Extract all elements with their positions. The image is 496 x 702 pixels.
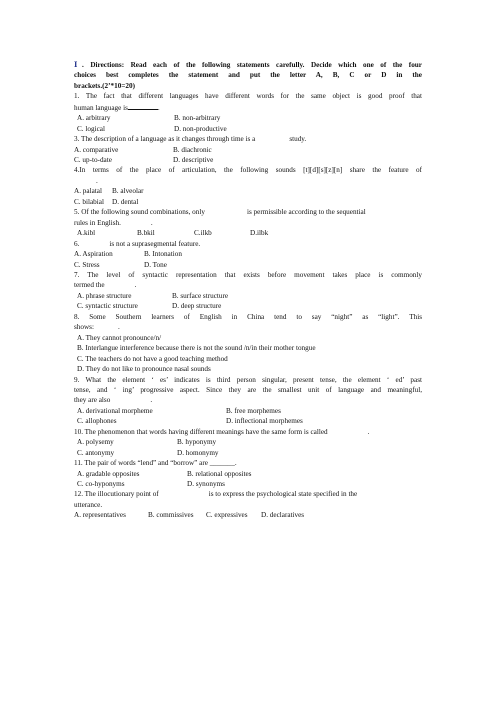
- question-text: 5. Of the following sound combinations, only is permissible according to the sequential: [74, 208, 366, 217]
- question-8: [74, 312, 422, 375]
- question-1: [74, 91, 422, 134]
- option-row: [74, 469, 422, 479]
- option-c: C. bilabial: [74, 197, 104, 206]
- option-row: [74, 197, 422, 207]
- question-text: 4.In terms of the place of articulation, the following sounds [t][d][s][z][n] share the feature of: [74, 166, 422, 175]
- option-b: B. free morphemes: [226, 406, 281, 415]
- option-row: [74, 113, 422, 123]
- option-d: D. They do not like to pronounce nasal sounds: [77, 365, 211, 374]
- option-d: D. dental: [112, 197, 139, 206]
- directions-line-1: Ⅰ. Directions: Read each of the following statements carefully. Decide which one of the four: [74, 61, 422, 69]
- question-text: 10. The phenomenon that words having different meanings have the same form is called .: [74, 427, 370, 436]
- option-a: A. arbitrary: [77, 114, 111, 123]
- question-text: 1. The fact that different languages have different words for the same object is good proof that: [74, 92, 422, 101]
- question-text: human language is .: [74, 103, 160, 112]
- option-d: D. deep structure: [172, 302, 222, 311]
- option-b: B. non-arbitrary: [174, 114, 221, 123]
- option-row: [74, 479, 422, 489]
- directions-block: [74, 60, 422, 91]
- question-3: [74, 134, 422, 165]
- question-text: 12. The illocutionary point of is to express the psychological state specified in the: [74, 490, 358, 499]
- option-a: A. representatives: [74, 511, 126, 520]
- option-b: B. hyponymy: [177, 438, 217, 447]
- question-4: [74, 165, 422, 207]
- question-9: [74, 375, 422, 427]
- question-text: 8. Some Southern learners of English in China tend to say “night” as “light”. This: [74, 312, 422, 321]
- option-d: D. homonymy: [177, 448, 219, 457]
- question-text: they are also .: [74, 396, 153, 405]
- option-row: [74, 437, 422, 447]
- option-a: A. palatal: [74, 187, 102, 196]
- option-b: B. surface structure: [172, 291, 229, 300]
- option-c: C. expressives: [206, 511, 248, 520]
- option-a: A. polysemy: [77, 438, 114, 447]
- question-text: rules in English. .: [74, 218, 153, 227]
- answer-blank: [121, 218, 151, 225]
- option-c: C. up-to-date: [74, 156, 112, 165]
- option-c: C. logical: [77, 124, 105, 133]
- option-a: A. derivational morpheme: [77, 406, 153, 415]
- option-row: [74, 249, 422, 259]
- option-c: C. antonymy: [77, 448, 115, 457]
- option-b: B. alveolar: [112, 187, 144, 196]
- option-b: B. Interlangue interference because there is not the sound /n/in their mother tongue: [77, 344, 316, 353]
- option-a: A. comparative: [74, 145, 119, 154]
- option-b: B. Intonation: [144, 250, 182, 259]
- option-c: C. allophones: [77, 417, 117, 426]
- option-row: [74, 406, 422, 416]
- option-row: [74, 260, 422, 270]
- answer-blank: [255, 134, 289, 141]
- option-row: [74, 155, 422, 165]
- option-row: [74, 124, 422, 134]
- question-text: 6. is not a suprasegmental feature.: [74, 239, 201, 248]
- question-text: shows: .: [74, 323, 120, 332]
- question-text: 11. The pair of words “lend” and “borrow” are _______.: [74, 459, 237, 468]
- directions-line-3: brackets.(2’*10=20): [74, 81, 135, 90]
- question-text: termed the .: [74, 281, 137, 290]
- option-d: D. declaratives: [261, 511, 305, 520]
- answer-blank: [205, 207, 247, 214]
- question-6: [74, 239, 422, 270]
- option-b: B. commissives: [148, 511, 194, 520]
- option-d: D. descriptive: [173, 156, 214, 165]
- option-a: A. Aspiration: [74, 250, 113, 259]
- option-row: [74, 291, 422, 301]
- option-a: A. phrase structure: [77, 291, 132, 300]
- question-10: [74, 427, 422, 458]
- exam-document: [74, 60, 422, 521]
- section-numeral: Ⅰ: [74, 61, 83, 69]
- option-row: [74, 301, 422, 311]
- option-c: C. co-hyponyms: [77, 480, 125, 488]
- question-5: [74, 207, 422, 238]
- answer-blank: [159, 489, 209, 496]
- answer-blank: [94, 322, 118, 329]
- option-d: D. inflectional morphemes: [226, 417, 303, 426]
- directions-line-2: choices best completes the statement and put the letter A, B, C or D in the: [74, 71, 422, 80]
- option-row: [74, 416, 422, 426]
- option-row: [74, 186, 422, 196]
- option-c: C. The teachers do not have a good teaching method: [77, 354, 228, 363]
- option-b: B.bkil: [137, 229, 155, 238]
- option-row: [74, 145, 422, 155]
- option-b: B. relational opposites: [187, 469, 252, 478]
- option-c: C. Stress: [74, 260, 100, 269]
- question-text: .: [74, 176, 422, 186]
- option-d: D. non-productive: [174, 124, 227, 133]
- option-row: [74, 510, 422, 520]
- answer-blank: [110, 395, 150, 402]
- option-a: A. gradable opposites: [77, 469, 140, 478]
- question-text: 7. The level of syntactic representation that exists before movement takes place is commonly: [74, 271, 422, 279]
- option-row: [74, 448, 422, 458]
- option-d: D.ilbk: [250, 229, 269, 238]
- answer-blank: [328, 427, 368, 434]
- question-11: [74, 458, 422, 489]
- question-text: 3. The description of a language as it changes through time is a study.: [74, 135, 307, 144]
- answer-blank: [74, 176, 96, 183]
- option-a: A.kibl: [77, 229, 96, 238]
- answer-blank: [79, 239, 109, 246]
- option-row: [74, 228, 422, 238]
- question-12: [74, 489, 422, 520]
- question-7: [74, 270, 422, 312]
- option-d: D. synonyms: [187, 480, 225, 488]
- question-text: 9. What the element ‘ es’ indicates is third person singular, present tense, the element ‘ ed’ past: [74, 375, 422, 384]
- option-b: B. diachronic: [173, 145, 212, 154]
- question-text: tense, and ‘ ing’ progressive aspect. Since they are the smallest unit of language and meaningful,: [74, 385, 422, 394]
- question-text: utterance.: [74, 500, 103, 509]
- option-c: C. syntactic structure: [77, 302, 138, 311]
- answer-blank: [105, 280, 135, 287]
- option-c: C.ilkb: [194, 229, 212, 238]
- option-d: D. Tone: [144, 260, 167, 269]
- answer-blank: [128, 102, 158, 110]
- option-a: A. They cannot pronounce/n/: [77, 333, 162, 342]
